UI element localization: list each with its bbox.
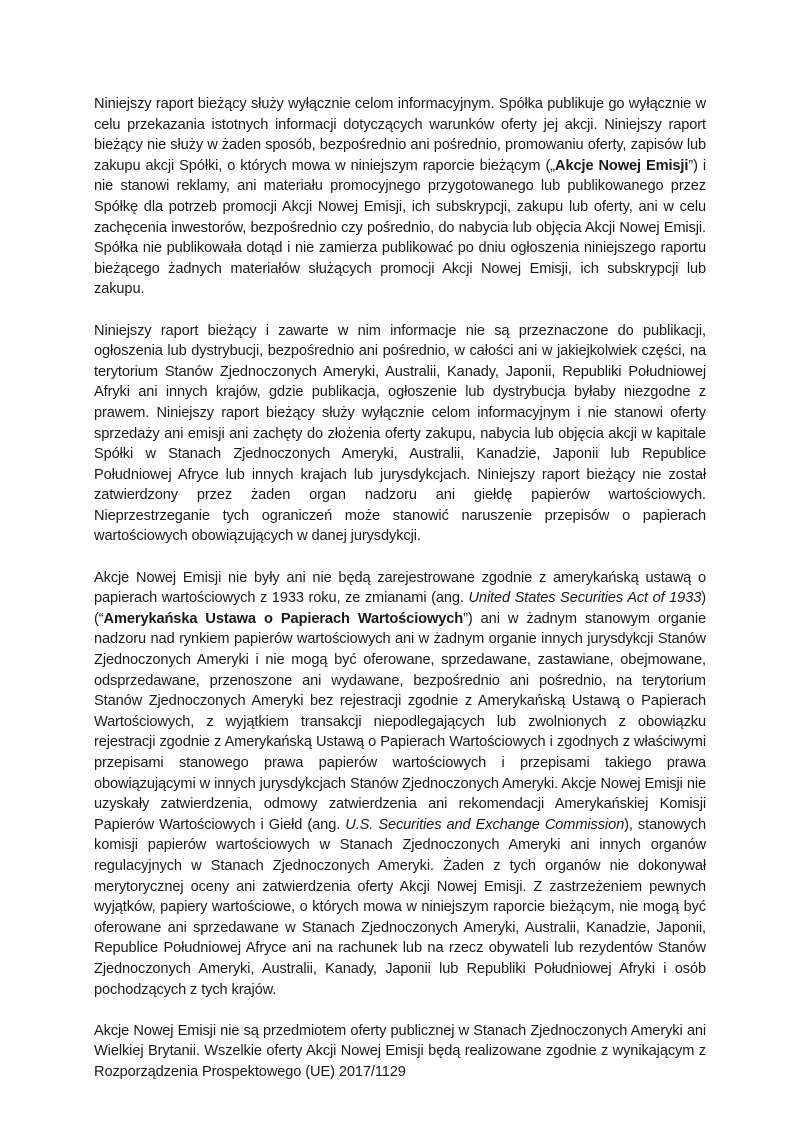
document-page bbox=[94, 94, 706, 1083]
defined-term-amerykanska-ustawa: Amerykańska Ustawa o Papierach Wartościowych bbox=[103, 610, 464, 627]
italic-sec-name: U.S. Securities and Exchange Commission bbox=[345, 816, 625, 833]
text-segment: Niniejszy raport bieżący służy wyłącznie celom informacyjnym. Spółka publikuje go wyłącznie w celu przekazania istotnych informacji dotyczących warunków oferty jej akcji. Niniejszy raport bieżący nie służy w żaden sposób, bezpośrednio ani pośrednio, promowaniu oferty, zapisów lub zakupu akcji Spółki, o których mowa w niniejszym raporcie bieżącym („ bbox=[94, 96, 706, 174]
text-segment: ”) ani w żadnym stanowym organie nadzoru nad rynkiem papierów wartościowych ani w żadnym organie innych jurysdykcji Stanów Zjednoczonych Ameryki i nie mogą być oferowane, sprzedawane, zastawiane, obejmowane, odsprzedawane, przenoszone ani wydawane, bezpośrednio ani pośrednio, na terytorium Stanów Zjednoczonych Ameryki bez rejestracji zgodnie z Amerykańską Ustawą o Papierach Wartościowych, z wyjątkiem transakcji niepodlegających lub zwolnionych z obowiązku rejestracji zgodnie z Amerykańską Ustawą o Papierach Wartościowych i zgodnych z właściwymi przepisami stanowego prawa papierów wartościowych i przepisami takiego prawa obowiązującymi w innych jurysdykcjach Stanów Zjednoczonych Ameryki. Akcje Nowej Emisji nie uzyskały zatwierdzenia, odmowy zatwierdzenia ani rekomendacji Amerykańskiej Komisji Papierów Wartościowych i Giełd (ang. bbox=[94, 610, 706, 833]
defined-term-akcje-nowej-emisji: Akcje Nowej Emisji bbox=[555, 157, 689, 174]
paragraph-disclaimer-purpose bbox=[94, 94, 706, 300]
italic-act-name: United States Securities Act of 1933 bbox=[468, 590, 702, 607]
text-segment: ”) i nie stanowi reklamy, ani materiału promocyjnego przygotowanego lub publikowanego przez Spółkę dla potrzeb promocji Akcji Nowej Emisji, ich subskrypcji, zakupu lub oferty, ani w celu zachęcenia inwestorów, bezpośrednio czy pośrednio, do nabycia lub objęcia Akcji Nowej Emisji. Spółka nie publikowała dotąd i nie zamierza publikować po dniu ogłoszenia niniejszego raportu bieżącego żadnych materiałów służących promocji Akcji Nowej Emisji, ich subskrypcji lub zakupu. bbox=[94, 157, 707, 298]
text-segment: Niniejszy raport bieżący i zawarte w nim informacje nie są przeznaczone do publikacji, ogłoszenia lub dystrybucji, bezpośrednio ani pośrednio, w całości ani w jakiejkolwiek części, na terytorium Stanów Zjednoczonych Ameryki, Australii, Kanady, Japonii, Republiki Południowej Afryki ani innych krajów, gdzie publikacja, ogłoszenie lub dystrybucja byłaby niezgodne z prawem. Niniejszy raport bieżący służy wyłącznie celom informacyjnym i nie stanowi oferty sprzedaży ani emisji ani zachęty do złożenia oferty zakupu, nabycia lub objęcia akcji w kapitale Spółki w Stanach Zjednoczonych Ameryki, Australii, Kanadzie, Japonii lub Republice Południowej Afryce lub innych krajach lub jurysdykcjach. Niniejszy raport bieżący nie został zatwierdzony przez żaden organ nadzoru ani giełdę papierów wartościowych. Nieprzestrzeganie tych ograniczeń może stanowić naruszenie przepisów o papierach wartościowych obowiązujących w danej jurysdykcji. bbox=[94, 322, 706, 545]
paragraph-us-securities-act bbox=[94, 568, 706, 1000]
text-segment: Akcje Nowej Emisji nie były ani nie będą zarejestrowane zgodnie z amerykańską ustawą o papierach wartościowych z 1933 roku, ze zmianami (ang. bbox=[94, 569, 706, 607]
text-segment: Akcje Nowej Emisji nie są przedmiotem oferty publicznej w Stanach Zjednoczonych Ameryki ani Wielkiej Brytanii. Wszelkie oferty Akcji Nowej Emisji będą realizowane zgodnie z wynikającym z Rozporządzenia Prospektowego (UE) 2017/1129 bbox=[94, 1022, 706, 1080]
paragraph-no-public-offer bbox=[94, 1021, 706, 1083]
text-segment: ), stanowych komisji papierów wartościowych w Stanach Zjednoczonych Ameryki ani innych organów regulacyjnych w Stanach Zjednoczonych Ameryki. Żaden z tych organów nie dokonywał merytorycznej oceny ani zatwierdzenia oferty Akcji Nowej Emisji. Z zastrzeżeniem pewnych wyjątków, papiery wartościowe, o których mowa w niniejszym raporcie bieżącym, nie mogą być oferowane ani sprzedawane w Stanach Zjednoczonych Ameryki, Australii, Kanadzie, Japonii, Republice Południowej Afryce ani na rachunek lub na rzecz obywateli lub rezydentów Stanów Zjednoczonych Ameryki, Australii, Kanady, Japonii lub Republiki Południowej Afryki i osób pochodzących z tych krajów. bbox=[94, 816, 706, 998]
paragraph-distribution-restrictions bbox=[94, 321, 706, 548]
text-segment: ) (“ bbox=[94, 590, 707, 627]
